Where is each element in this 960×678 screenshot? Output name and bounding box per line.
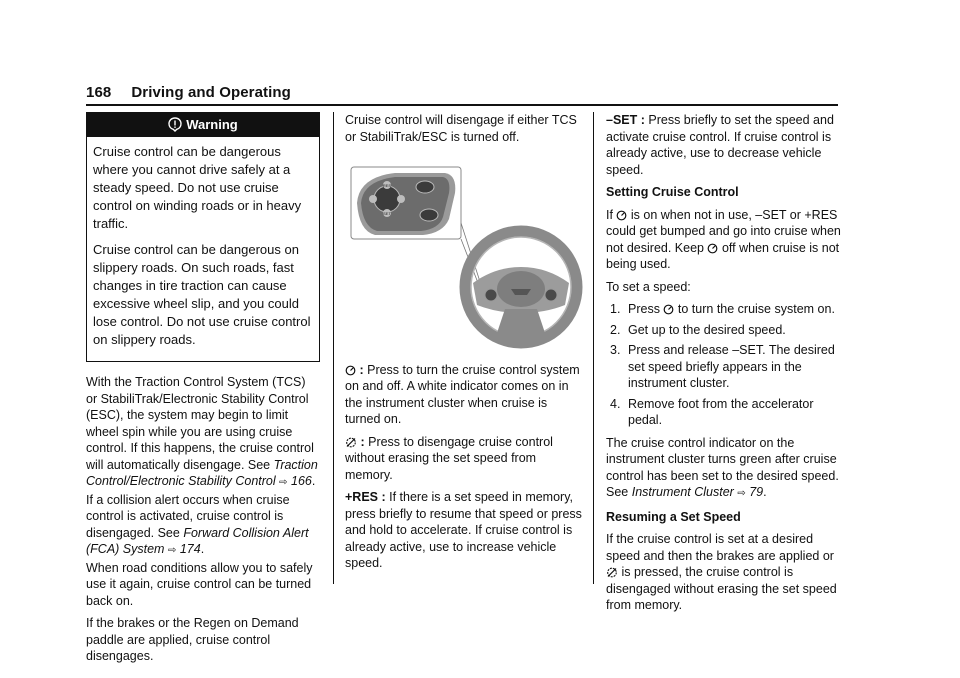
set-description: [606, 112, 842, 178]
period: .: [763, 485, 767, 499]
column-divider: [333, 112, 334, 584]
warning-paragraph: Cruise control can be dangerous where you cannot drive safely at a steady speed. Do not use cruise control on winding roads or in heavy traffic.: [93, 144, 302, 231]
page-arrow-icon: ⇨: [167, 545, 177, 556]
cruise-on-description: [345, 362, 583, 428]
set-label: SET: [383, 211, 391, 216]
body-text: With the Traction Control System (TCS) or StabiliTrak/Electronic Stability Control (ESC), the system may begin to limit wheel spin while you are using cruise control. If this happens, the cruise control will automatically disengage. See: [86, 375, 314, 472]
brakes-paragraph: If the brakes or the Regen on Demand paddle are applied, cruise control disengages.: [86, 616, 299, 663]
cruise-on-label: :: [356, 362, 368, 377]
resume-description: [345, 489, 583, 572]
resuming-paragraph: [606, 531, 842, 614]
column-3: [606, 112, 842, 620]
cross-reference[interactable]: Forward Collision Alert (FCA) System: [86, 525, 309, 556]
step-number: 2.: [610, 322, 621, 337]
setting-heading: Setting Cruise Control: [606, 185, 739, 199]
body-text: off when cruise is not being used.: [606, 240, 840, 271]
body-text: The cruise control indicator on the instrument cluster turns green after cruise control has been set to the desired speed. See: [606, 435, 839, 499]
warning-box: [86, 112, 320, 362]
steering-wheel-controls-figure: [345, 163, 583, 349]
step-text: Press: [628, 302, 664, 316]
to-set-intro: To set a speed:: [606, 279, 691, 294]
disengage-paragraph: Cruise control will disengage if either TCS or StabiliTrak/ESC is turned off.: [345, 113, 577, 144]
warning-body: [87, 137, 319, 361]
cancel-label: :: [357, 434, 369, 449]
cancel-cruise-icon: [345, 437, 357, 448]
page-arrow-icon: ⇨: [279, 477, 288, 488]
header-rule: [86, 104, 838, 106]
set-steps-list: [606, 301, 842, 429]
cruise-on-off-icon: [616, 210, 627, 221]
step-number: 1.: [610, 302, 621, 316]
cruise-on-off-icon: [663, 304, 674, 315]
step-text: Remove foot from the accelerator pedal.: [628, 396, 814, 427]
step-number: 4.: [610, 396, 621, 411]
cross-reference[interactable]: Instrument Cluster: [631, 485, 734, 499]
cancel-text: Press to disengage cruise control without erasing the set speed from memory.: [345, 434, 553, 482]
cancel-cruise-icon: [606, 567, 618, 578]
body-text: If the cruise control is set at a desired speed and then the brakes are applied or: [606, 532, 834, 563]
cancel-description: [345, 434, 583, 484]
page-reference[interactable]: 166: [291, 474, 312, 488]
list-item: [606, 301, 842, 318]
step-text: Press and release –SET. The desired set speed briefly appears in the instrument cluster.: [628, 343, 835, 390]
list-item: [606, 322, 842, 339]
body-text: If: [606, 207, 617, 222]
page-reference[interactable]: 79: [749, 485, 764, 499]
set-button-label: –SET :: [606, 113, 649, 127]
list-item: [606, 396, 842, 429]
setting-paragraph: [606, 207, 842, 273]
tcs-paragraph: [86, 374, 320, 609]
body-text: When road conditions allow you to safely use it again, cruise control can be turned back on.: [86, 560, 313, 608]
list-item: [606, 342, 842, 392]
warning-paragraph: Cruise control can be dangerous on slippery roads. On such roads, fast changes in tire traction can cause excessive wheel slip, and you could lose control. Do not use cruise control on slippery roads.: [93, 242, 311, 347]
section-title: Driving and Operating: [131, 84, 291, 101]
cruise-on-text: Press to turn the cruise control system on and off. A white indicator comes on in the instrument cluster when cruise is turned on.: [345, 362, 580, 426]
column-1: [86, 112, 320, 671]
cross-reference[interactable]: Traction Control/Electronic Stability Control: [86, 457, 318, 488]
page-arrow-icon: ⇨: [737, 488, 746, 499]
step-number: 3.: [610, 343, 621, 357]
body-text: If a collision alert occurs when cruise control is activated, cruise control is disengaged. See: [86, 492, 290, 540]
page-reference[interactable]: 174: [179, 542, 201, 556]
warning-icon: [168, 117, 182, 132]
body-text: is pressed, the cruise control is disengaged without erasing the set speed from memory.: [606, 565, 837, 612]
column-divider: [593, 112, 594, 584]
res-button-label: +RES :: [345, 490, 390, 504]
step-text: Get up to the desired speed.: [628, 322, 786, 337]
indicator-paragraph: [606, 435, 842, 503]
page-number: 168: [86, 84, 112, 101]
step-text: to turn the cruise system on.: [674, 302, 835, 316]
warning-title: Warning: [186, 117, 238, 132]
res-label: RES: [382, 183, 392, 188]
cruise-on-off-icon: [345, 365, 356, 376]
res-text: If there is a set speed in memory, press briefly to resume that speed or press and hold to accelerate. If cruise control is already active, use to increase vehicle speed.: [345, 490, 582, 570]
column-2: [345, 112, 583, 578]
resuming-heading: Resuming a Set Speed: [606, 509, 741, 524]
period: .: [311, 474, 316, 488]
period: .: [200, 542, 205, 556]
set-text: Press briefly to set the speed and activate cruise control. If cruise control is already active, use to decrease vehicle speed.: [606, 113, 834, 177]
page-header: [86, 84, 291, 101]
cruise-on-off-icon: [707, 243, 718, 254]
warning-header: [87, 113, 319, 137]
body-text: is on when not in use, –SET or +RES could get bumped and go into cruise when not desired. Keep: [606, 207, 841, 255]
